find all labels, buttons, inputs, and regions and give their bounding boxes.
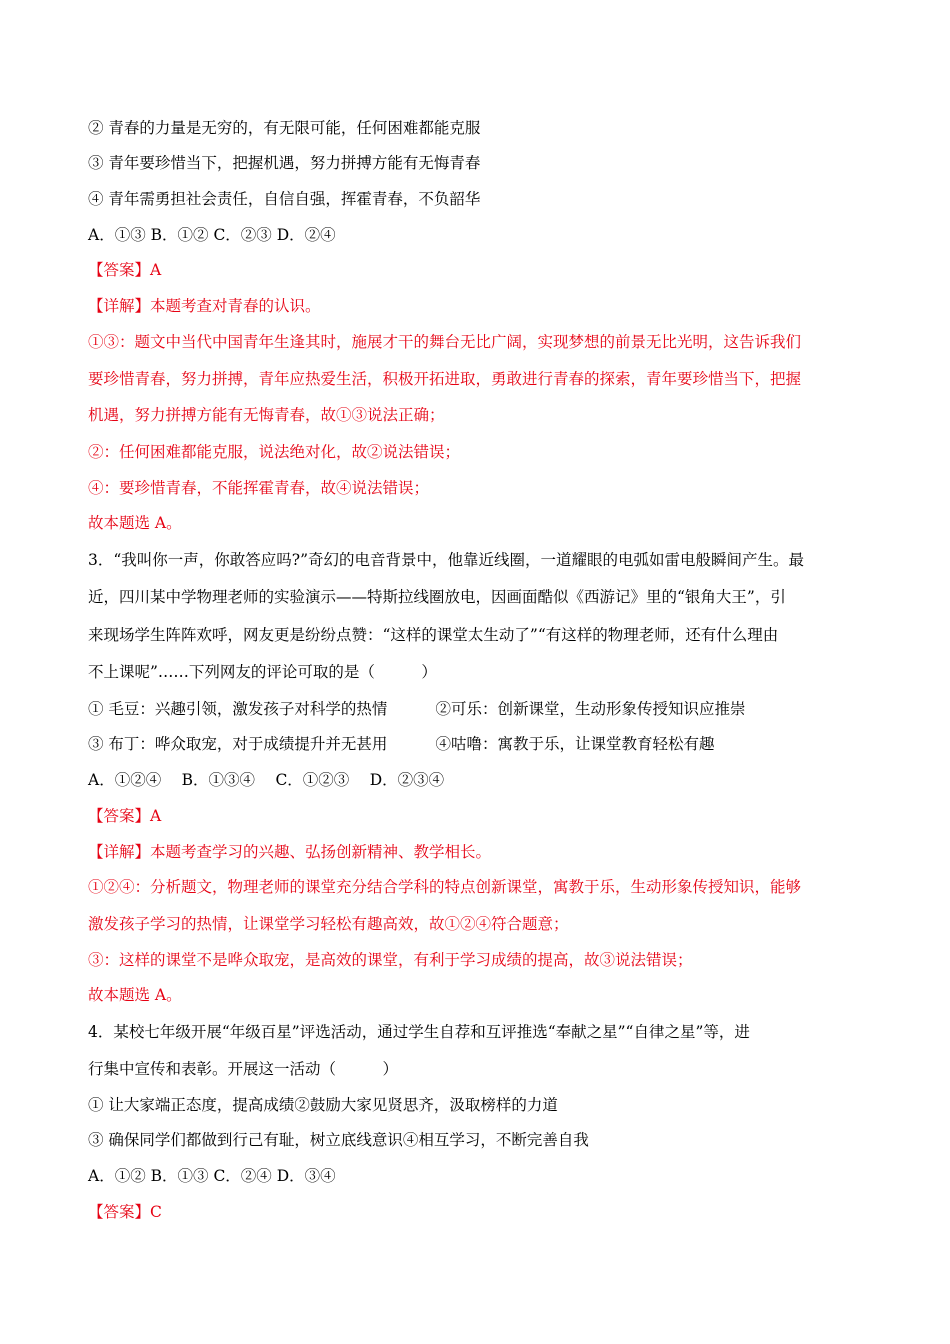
q3-answer-line bbox=[88, 806, 161, 826]
q3-options-row-2 bbox=[88, 734, 714, 754]
q2-option-4: ④ 青年需勇担社会责任，自信自强，挥霍青春，不负韶华 bbox=[88, 190, 481, 208]
q3-stem-line: 3．“我叫你一声，你敢答应吗?”奇幻的电音背景中，他靠近线圈，一道耀眼的电弧如雷电般瞬间产生。最 bbox=[88, 551, 805, 569]
q3-option-2: ②可乐：创新课堂，生动形象传授知识应推崇 bbox=[435, 700, 746, 718]
q3-stem-line: 不上课呢”……下列网友的评论可取的是（ ） bbox=[88, 663, 437, 681]
q4-choices: A．①② B．①③ C．②④ D．③④ bbox=[88, 1167, 336, 1185]
q4-answer: C bbox=[150, 1203, 162, 1221]
q3-answer: A bbox=[150, 807, 162, 825]
q2-option-3: ③ 青年要珍惜当下，把握机遇，努力拼搏方能有无悔青春 bbox=[88, 154, 481, 172]
q3-stem-line: 近，四川某中学物理老师的实验演示——特斯拉线圈放电，因画面酷似《西游记》里的“银角大王”，引 bbox=[88, 588, 786, 606]
q3-option-3: ③ 布丁：哗众取宠，对于成绩提升并无甚用 bbox=[88, 735, 388, 753]
q4-stem-line: 4．某校七年级开展“年级百星”评选活动，通过学生自荐和互评推选“奉献之星”“自律之星”等，进 bbox=[88, 1023, 750, 1041]
q3-explanation-line: ③：这样的课堂不是哗众取宠，是高效的课堂，有利于学习成绩的提高，故③说法错误； bbox=[88, 951, 693, 969]
q3-detail-label: 【详解】 bbox=[88, 843, 151, 861]
q3-detail-line bbox=[88, 842, 491, 862]
q3-option-1: ① 毛豆：兴趣引领，激发孩子对科学的热情 bbox=[88, 700, 388, 718]
q3-explanation-line: ①②④：分析题文，物理老师的课堂充分结合学科的特点创新课堂，寓教于乐，生动形象传授知识，能够 bbox=[88, 878, 802, 896]
q3-explanation-line: 激发孩子学习的热情，让课堂学习轻松有趣高效，故①②④符合题意； bbox=[88, 915, 569, 933]
q2-explanation-line: 机遇，努力拼搏方能有无悔青春，故①③说法正确； bbox=[88, 406, 445, 424]
q2-conclusion: 故本题选 A。 bbox=[88, 514, 182, 532]
q2-detail-intro: 本题考查对青春的认识。 bbox=[150, 297, 321, 315]
q2-option-2: ② 青春的力量是无穷的，有无限可能，任何困难都能克服 bbox=[88, 119, 481, 137]
q3-detail-intro: 本题考查学习的兴趣、弘扬创新精神、教学相长。 bbox=[150, 843, 492, 861]
q3-conclusion: 故本题选 A。 bbox=[88, 986, 182, 1004]
q4-answer-line bbox=[88, 1202, 162, 1222]
q2-detail-label: 【详解】 bbox=[88, 297, 151, 315]
q2-choices: A．①③ B．①② C．②③ D．②④ bbox=[88, 226, 336, 244]
q2-explanation-line: 要珍惜青春，努力拼搏，青年应热爱生活，积极开拓进取，勇敢进行青春的探索，青年要珍惜当下，把握 bbox=[88, 370, 802, 388]
q2-detail-line bbox=[88, 296, 321, 316]
q4-answer-label: 【答案】 bbox=[88, 1203, 151, 1221]
q4-options-line: ① 让大家端正态度，提高成绩②鼓励大家见贤思齐，汲取榜样的力道 bbox=[88, 1096, 558, 1114]
q3-stem-line: 来现场学生阵阵欢呼，网友更是纷纷点赞：“这样的课堂太生动了”“有这样的物理老师，还有什么理由 bbox=[88, 626, 779, 644]
q2-explanation-line: ④：要珍惜青春，不能挥霍青春，故④说法错误； bbox=[88, 479, 430, 497]
q2-answer-line bbox=[88, 260, 161, 280]
q3-options-row-1 bbox=[88, 699, 745, 719]
q4-stem-line: 行集中宣传和表彰。开展这一活动（ ） bbox=[88, 1060, 399, 1078]
q3-answer-label: 【答案】 bbox=[88, 807, 151, 825]
q2-answer: A bbox=[150, 261, 162, 279]
q2-answer-label: 【答案】 bbox=[88, 261, 151, 279]
q2-explanation-line: ②：任何困难都能克服，说法绝对化，故②说法错误； bbox=[88, 443, 461, 461]
q2-explanation-line: ①③：题文中当代中国青年生逢其时，施展才干的舞台无比广阔，实现梦想的前景无比光明，这告诉我们 bbox=[88, 333, 802, 351]
q3-choices: A．①②④ B．①③④ C．①②③ D．②③④ bbox=[88, 771, 445, 789]
q3-option-4: ④咕噜：寓教于乐，让课堂教育轻松有趣 bbox=[435, 735, 715, 753]
q4-options-line: ③ 确保同学们都做到行己有耻，树立底线意识④相互学习，不断完善自我 bbox=[88, 1131, 589, 1149]
